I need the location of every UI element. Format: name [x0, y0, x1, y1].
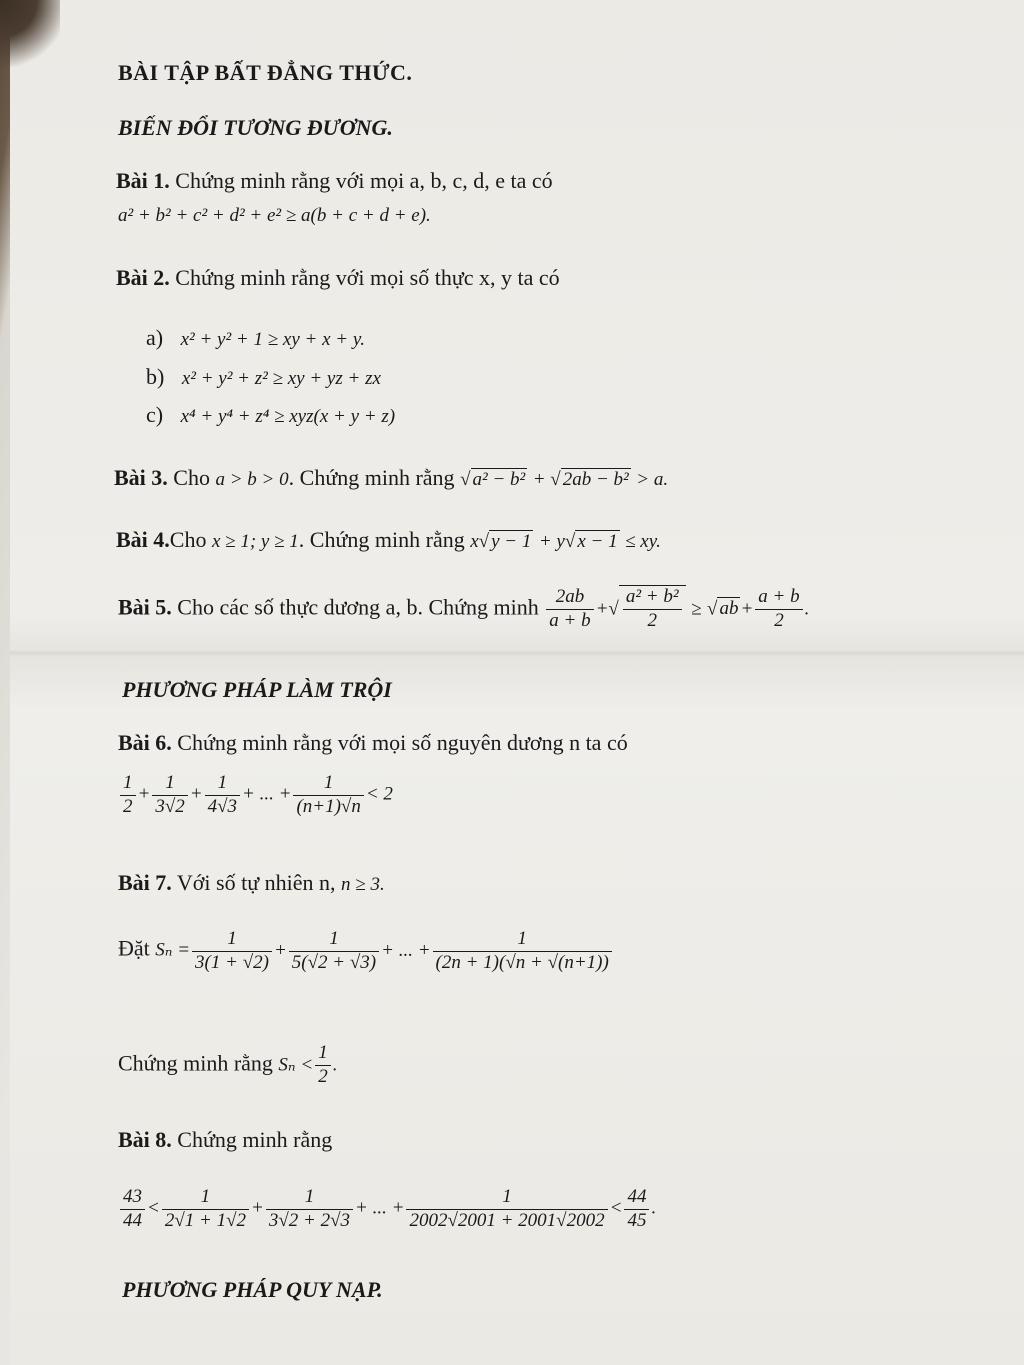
fraction-numerator: 2ab	[546, 586, 593, 610]
document-title: BÀI TẬP BẤT ĐẲNG THỨC.	[118, 60, 413, 85]
fraction-denominator: 44	[123, 1209, 142, 1231]
problem-6-label: Bài 6.	[118, 730, 172, 755]
problem-2-item-c	[146, 402, 395, 429]
problem-1-label: Bài 1.	[116, 168, 170, 193]
fraction-numerator: 43	[120, 1186, 145, 1210]
fraction-denominator: 2	[318, 1065, 328, 1087]
fraction-denominator: 3(1 + √2)	[195, 951, 269, 973]
fraction-denominator: 2	[123, 795, 133, 817]
problem-5-text: Cho các số thực dương a, b. Chứng minh	[177, 594, 539, 620]
fraction-numerator: 1	[293, 772, 363, 796]
problem-3-root-1: a² − b²	[472, 469, 526, 490]
problem-8-formula: $\frac{43}{44}$ < $\frac{1}{2√1 + 1√2}$ + $\frac{1}{3√2 + 2√3}$ + ... + $\frac{1}{2002√2001 + 2001√2002}$ < $\frac{44}{45}$ .	[118, 1186, 656, 1233]
fraction-numerator: 1	[266, 1186, 353, 1210]
fraction-denominator: 2002√2001 + 2001√2002	[409, 1209, 605, 1231]
problem-7-cond: n ≥ 3.	[341, 874, 385, 895]
item-mark: c)	[146, 402, 164, 427]
problem-7-label: Bài 7.	[118, 870, 172, 895]
problem-3-label: Bài 3.	[114, 465, 168, 490]
sn-symbol: Sₙ =	[155, 939, 191, 961]
problem-6-formula: $\frac{1}{2}$ + $\frac{1}{3√2}$ + $\frac{1}{4√3}$ + ... + $\frac{1}{(n+1)√n}$ < 2	[118, 772, 393, 819]
fraction-numerator: 1	[289, 928, 379, 952]
problem-7-definition: Đặt Sₙ = $\frac{1}{3(1 + √2)}$ + $\frac{1}{5(√2 + √3)}$ + ... + $\frac{1}{(2n + 1)(√n + √(n+1))}$	[118, 928, 614, 975]
problem-3-text-mid: . Chứng minh rằng	[288, 465, 455, 490]
fraction-denominator: 2	[647, 609, 657, 631]
fraction-numerator: 1	[406, 1186, 607, 1210]
item-formula: x² + y² + 1 ≥ xy + x + y.	[180, 329, 365, 350]
problem-4-text-pre: Cho	[169, 527, 207, 552]
problem-4-f1: x	[470, 531, 479, 552]
problem-8-text: Chứng minh rằng	[177, 1127, 333, 1152]
problem-4-f2: + y	[538, 531, 565, 552]
fraction-denominator: 4√3	[207, 795, 238, 817]
fraction-numerator: 44	[624, 1186, 649, 1210]
problem-4-label: Bài 4.	[116, 527, 170, 552]
fraction-denominator: 45	[627, 1209, 647, 1231]
fraction-denominator: 2	[774, 609, 784, 631]
problem-1	[116, 168, 553, 194]
problem-3-cond: a > b > 0	[215, 469, 289, 490]
problem-2	[116, 265, 560, 291]
problem-2-label: Bài 2.	[116, 265, 170, 290]
define-word: Đặt	[118, 935, 150, 961]
fraction-numerator: 1	[433, 928, 612, 952]
problem-1-formula: a² + b² + c² + d² + e² ≥ a(b + c + d + e).	[118, 205, 431, 226]
section-heading-1: BIẾN ĐỔI TƯƠNG ĐƯƠNG.	[118, 115, 393, 140]
problem-4-root-1: y − 1	[491, 531, 532, 552]
problem-5-root: ab	[719, 598, 739, 620]
problem-8	[118, 1127, 332, 1153]
problem-4-text-mid: . Chứng minh rằng	[298, 527, 465, 552]
conclusion-formula: Sₙ <	[278, 1054, 314, 1076]
problem-6-text: Chứng minh rằng với mọi số nguyên dương n ta có	[177, 730, 628, 755]
item-formula: x² + y² + z² ≥ xy + yz + zx	[181, 368, 381, 389]
fraction-numerator: 1	[162, 1186, 249, 1210]
fraction-numerator: 1	[315, 1042, 331, 1066]
problem-8-label: Bài 8.	[118, 1127, 172, 1152]
section-heading-3: PHƯƠNG PHÁP QUY NẠP.	[122, 1277, 383, 1302]
conclusion-text: Chứng minh rằng	[118, 1050, 273, 1076]
problem-5-label: Bài 5.	[118, 594, 172, 620]
problem-7-conclusion: Chứng minh rằng Sₙ < $\frac{1}{2}$ .	[118, 1042, 338, 1087]
fraction-numerator: 1	[120, 772, 136, 796]
item-mark: b)	[146, 364, 165, 389]
fraction-numerator: 1	[152, 772, 187, 796]
ellipsis: + ... +	[242, 783, 292, 805]
ellipsis: + ... +	[355, 1197, 405, 1219]
item-mark: a)	[146, 325, 164, 350]
section-heading-2: PHƯƠNG PHÁP LÀM TRỘI	[122, 677, 392, 702]
fraction-denominator: 2√1 + 1√2	[164, 1209, 247, 1231]
item-formula: x⁴ + y⁴ + z⁴ ≥ xyz(x + y + z)	[180, 406, 396, 427]
problem-6	[118, 730, 628, 756]
problem-4: Bài 4.Cho x ≥ 1; y ≥ 1. Chứng minh rằng x√ y − 1 + y√ x − 1 ≤ xy.	[116, 527, 661, 552]
problem-3-rhs: > a.	[636, 469, 669, 490]
problem-2-item-a	[146, 325, 365, 352]
problem-2-text: Chứng minh rằng với mọi số thực x, y ta có	[175, 265, 560, 290]
problem-3-text-pre: Cho	[173, 465, 210, 490]
fraction-denominator: (n+1)√n	[296, 795, 361, 817]
fraction-denominator: a + b	[549, 609, 591, 631]
fraction-numerator: 1	[192, 928, 272, 952]
problem-3: Bài 3. Cho a > b > 0. Chứng minh rằng √ a² − b² + √ 2ab − b² > a.	[114, 465, 669, 490]
fraction-numerator: a + b	[755, 586, 802, 610]
problem-5-relation: ≥	[691, 598, 702, 620]
problem-5: Bài 5. Cho các số thực dương a, b. Chứng minh $\frac{2ab}{a + b}$ +√ $\frac{\text{a² + b²}}{2}$ ≥ √ ab + $\frac{a + b}{2}$ .	[118, 586, 810, 631]
problem-4-cond: x ≥ 1; y ≥ 1	[211, 531, 299, 552]
fraction-numerator: 1	[205, 772, 240, 796]
fraction-denominator: 3√2 + 2√3	[268, 1209, 351, 1231]
problem-1-text: Chứng minh rằng với mọi a, b, c, d, e ta có	[175, 168, 553, 193]
fraction-denominator: (2n + 1)(√n + √(n+1))	[435, 951, 609, 973]
fraction-denominator: 3√2	[155, 795, 185, 817]
problem-7-text: Với số tự nhiên n,	[176, 870, 336, 895]
problem-2-item-b	[146, 364, 381, 391]
ellipsis: + ... +	[381, 939, 431, 961]
fraction-numerator: a² + b²	[623, 586, 682, 610]
fraction-denominator: 5(√2 + √3)	[291, 951, 377, 973]
problem-6-rhs: < 2	[365, 783, 393, 805]
problem-4-rhs: ≤ xy.	[625, 531, 661, 552]
problem-7	[118, 870, 385, 897]
problem-3-root-2: 2ab − b²	[562, 469, 629, 490]
problem-4-root-2: x − 1	[577, 531, 618, 552]
